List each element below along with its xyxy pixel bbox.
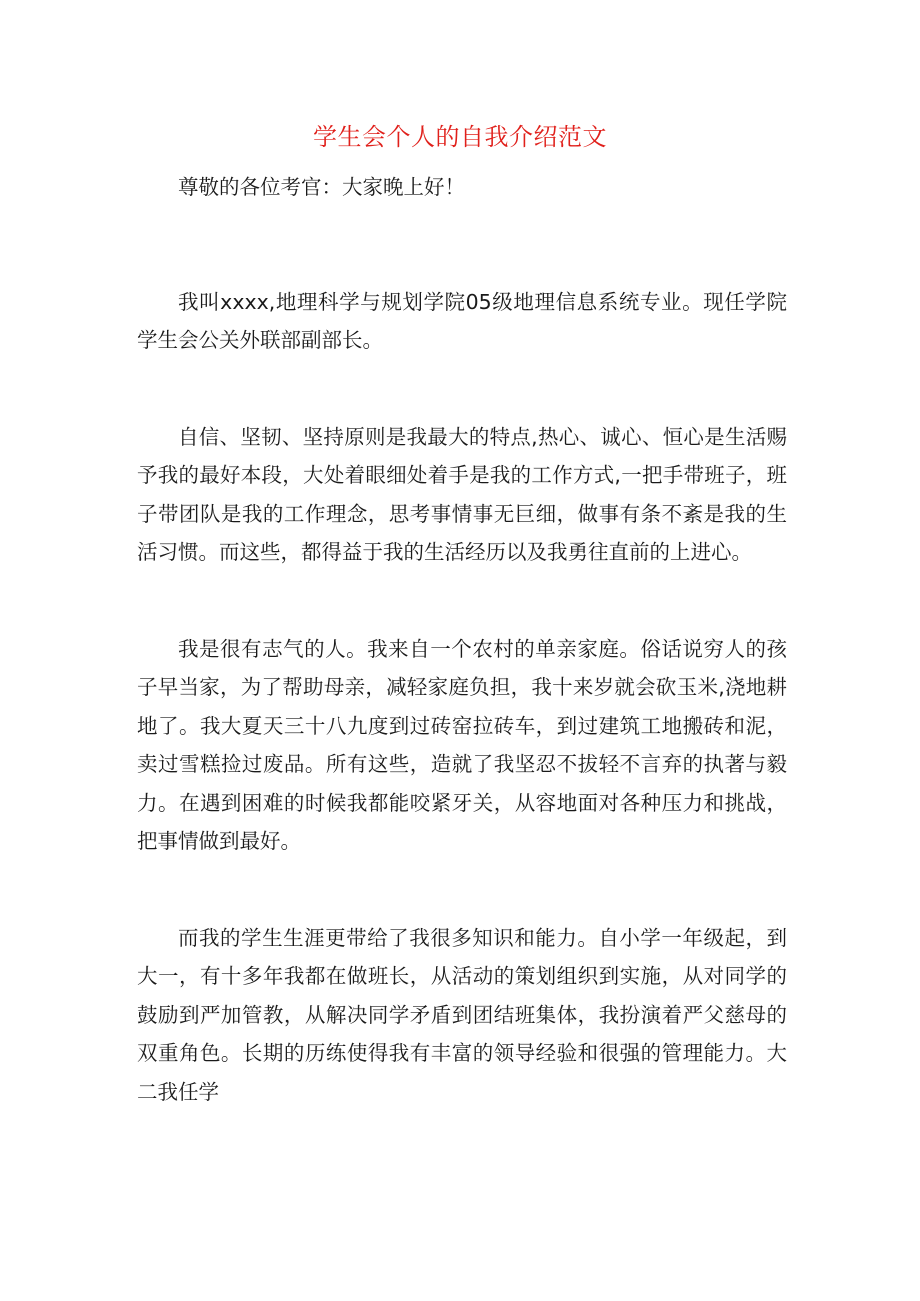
paragraph-experience: 而我的学生生涯更带给了我很多知识和能力。自小学一年级起，到大一，有十多年我都在做班长，从活动的策划组织到实施，从对同学的鼓励到严加管教，从解决同学矛盾到团结班集体，我扮演着严父慈母的双重角色。长期的历练使得我有丰富的领导经验和很强的管理能力。大二我任学 (137, 925, 787, 1104)
paragraph-background: 我是很有志气的人。我来自一个农村的单亲家庭。俗话说穷人的孩子早当家，为了帮助母亲，减轻家庭负担，我十来岁就会砍玉米,浇地耕地了。我大夏天三十八九度到过砖窑拉砖车，到过建筑工地搬砖和泥，卖过雪糕捡过废品。所有这些，造就了我坚忍不拔轻不言弃的执著与毅力。在遇到困难的时候我都能咬紧牙关，从容地面对各种压力和挑战，把事情做到最好。 (137, 636, 787, 853)
document-body (137, 168, 787, 1169)
paragraph-greeting: 尊敬的各位考官：大家晚上好！ (178, 175, 465, 199)
paragraph-traits: 自信、坚韧、坚持原则是我最大的特点,热心、诚心、恒心是生活赐予我的最好本段，大处着眼细处着手是我的工作方式,一把手带班子，班子带团队是我的工作理念，思考事情事无巨细，做事有条不紊是我的生活习惯。而这些，都得益于我的生活经历以及我勇往直前的上进心。 (137, 424, 787, 564)
paragraph-introduction: 我叫xxxx,地理科学与规划学院05级地理信息系统专业。现任学院学生会公关外联部副部长。 (137, 289, 787, 352)
document-title: 学生会个人的自我介绍范文 (313, 123, 607, 151)
